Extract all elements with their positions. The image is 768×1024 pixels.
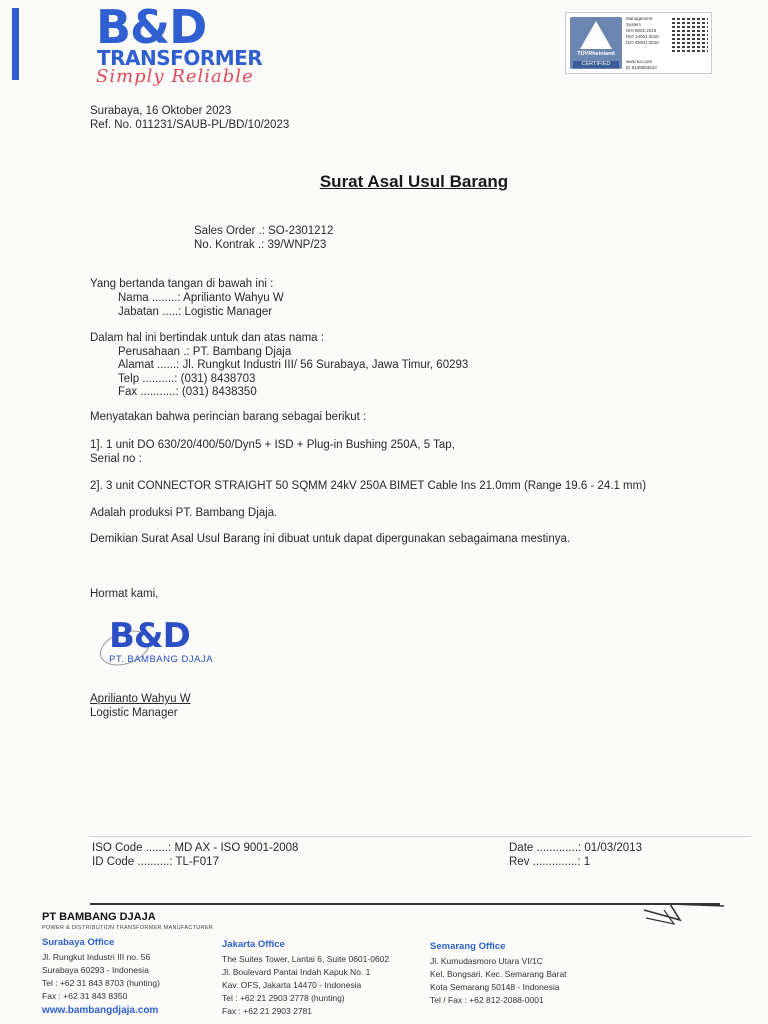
stamp-logo: B&D [109,616,190,656]
tuv-logo-icon [570,17,622,69]
cert-text: Management System ISO 9001:2015 ISO 14001:2015 ISO 45001:2018 [626,16,659,45]
address-row: Alamat ......: Jl. Rungkut Industri III/ 56 Surabaya, Jawa Timur, 60293 [118,359,469,371]
item-1-serial: Serial no : [90,453,142,465]
acting-text: Dalam hal ini bertindak untuk dan atas nama : [90,332,324,344]
jakarta-office [222,939,389,1018]
jakarta-line: Fax : +62 21 2903 2781 [222,1006,313,1016]
signer-name: Aprilianto Wahyu W [90,693,191,705]
jakarta-line: The Suites Tower, Lantai 6, Suite 0601-0602 [222,954,390,964]
iso-code: ISO Code .......: MD AX - ISO 9001-2008 [92,842,299,854]
jakarta-line: Tel : +62 21 2903 2778 (hunting) [222,993,345,1003]
cert-url: www.tuv.com ID 9108083643 [626,59,657,70]
contract-no: No. Kontrak .: 39/WNP/23 [194,239,327,251]
brand-tagline: Simply Reliable [96,66,254,87]
letter-title: Surat Asal Usul Barang [319,172,509,191]
fax-row: Fax ...........: (031) 8438350 [118,386,257,398]
brand-subtitle: TRANSFORMER [97,46,263,70]
footer-company-sub: POWER & DISTRIBUTION TRANSFORMER MANUFACTURER [42,925,214,931]
semarang-line: Jl. Kumudasmoro Utara VI/1C [430,956,543,966]
divider [90,836,750,837]
letter-ref: Ref. No. 011231/SAUB-PL/BD/10/2023 [90,119,290,131]
website-link[interactable]: www.bambangdjaja.com [42,1005,159,1016]
surabaya-office [42,937,160,1016]
lightning-icon [640,896,730,936]
signer-name-row: Nama ........: Aprilianto Wahyu W [118,292,284,304]
semarang-title: Semarang Office [430,941,506,952]
phone-row: Telp ..........: (031) 8438703 [118,373,256,385]
doc-rev: Rev ..............: 1 [509,856,591,868]
signer-position-row: Jabatan .....: Logistic Manager [118,306,273,318]
surabaya-line: Jl. Rungkut Industri III no. 56 [42,952,151,962]
jakarta-line: Jl. Boulevard Pantai Indah Kapuk No. 1 [222,967,371,977]
semarang-line: Kota Semarang 50148 - Indonesia [430,982,560,992]
certification-badge [565,12,712,74]
closing-text: Demikian Surat Asal Usul Barang ini dibuat untuk dapat dipergunakan sebagaimana mestinya. [90,533,571,545]
certified-tag: CERTIFIED [573,61,619,68]
doc-date: Date .............: 01/03/2013 [509,842,642,854]
surabaya-line: Tel : +62 31 843 8703 (hunting) [42,978,160,988]
sales-order: Sales Order .: SO-2301212 [194,225,334,237]
company-row: Perusahaan .: PT. Bambang Djaja [118,346,292,358]
stamp-text: PT. BAMBANG DJAJA [109,654,214,665]
regards-text: Hormat kami, [90,588,159,600]
semarang-office [430,941,567,1007]
letter-date: Surabaya, 16 Oktober 2023 [90,105,232,117]
item-1: 1]. 1 unit DO 630/20/400/50/Dyn5 + ISD + Plug-in Bushing 250A, 5 Tap, [90,439,455,451]
surabaya-title: Surabaya Office [42,937,115,948]
footer-rule [90,903,720,905]
jakarta-line: Kav. OFS, Jakarta 14470 - Indonesia [222,980,362,990]
production-text: Adalah produksi PT. Bambang Djaja. [90,507,278,519]
footer-company: PT BAMBANG DJAJA [42,911,156,923]
semarang-line: Kel. Bongsari, Kec. Semarang Barat [430,969,567,979]
company-stamp [95,612,230,672]
intro-text: Yang bertanda tangan di bawah ini : [90,278,274,290]
item-2: 2]. 3 unit CONNECTOR STRAIGHT 50 SQMM 24kV 250A BIMET Cable Ins 21.0mm (Range 19.6 - 24.1 mm) [90,480,647,492]
id-code: ID Code ..........: TL-F017 [92,856,219,868]
qr-code-icon [672,16,708,52]
jakarta-title: Jakarta Office [222,939,285,950]
signer-title: Logistic Manager [90,707,178,719]
tuv-label: TÜVRheinland [577,51,615,57]
surabaya-line: Surabaya 60293 - Indonesia [42,965,149,975]
brand-logo: B&D [96,0,207,54]
semarang-line: Tel / Fax : +62 812-2088-0001 [430,995,544,1005]
surabaya-line: Fax : +62 31 843 8350 [42,991,128,1001]
statement-text: Menyatakan bahwa perincian barang sebagai berikut : [90,411,367,423]
accent-bar [12,8,19,80]
